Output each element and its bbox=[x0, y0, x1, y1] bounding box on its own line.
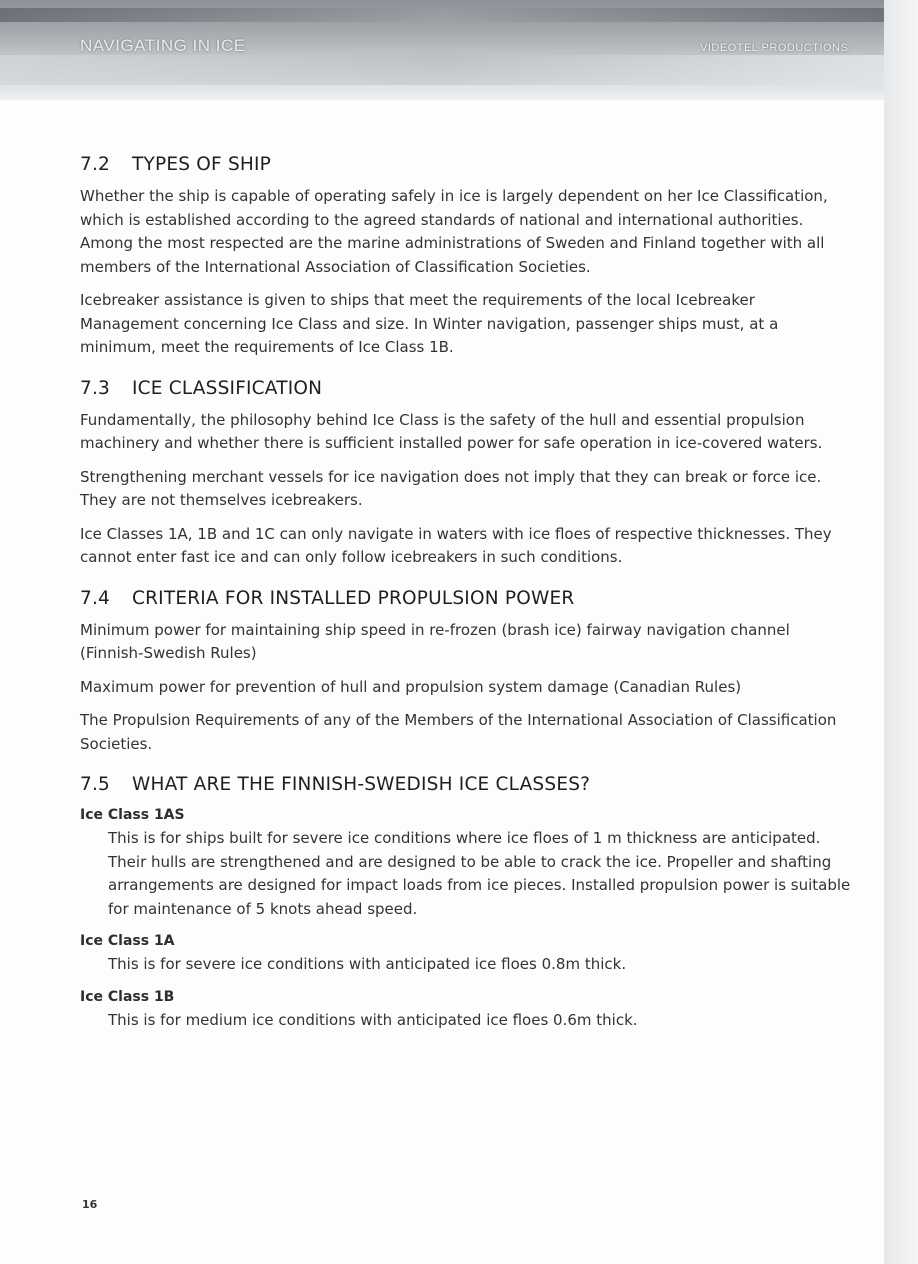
paragraph: Whether the ship is capable of operating safely in ice is largely dependent on her Ice Classification, which is established according to the agreed standards of national and international authorities. Among the most respected are the marine administrations of Sweden and Finland together with all members of the International Association of Classification Societies. bbox=[80, 187, 828, 276]
section-number: 7.5 bbox=[80, 774, 111, 795]
page-content bbox=[80, 154, 855, 1050]
ice-class-title: Ice Class 1AS bbox=[80, 807, 185, 823]
section-heading bbox=[80, 378, 855, 399]
header-banner bbox=[0, 0, 884, 100]
publisher-brand: VIDEOTEL PRODUCTIONS bbox=[700, 42, 849, 54]
paragraph: Minimum power for maintaining ship speed in re-frozen (brash ice) fairway navigation channel (Finnish-Swedish Rules) bbox=[80, 620, 790, 662]
section-7-2 bbox=[80, 154, 855, 360]
page-number: 16 bbox=[82, 1198, 98, 1211]
banner-texture bbox=[0, 55, 884, 85]
paragraph: Strengthening merchant vessels for ice navigation does not imply that they can break or force ice. They are not themselves icebreakers. bbox=[80, 467, 822, 509]
ice-class-description: This is for medium ice conditions with anticipated ice floes 0.6m thick. bbox=[108, 1010, 638, 1029]
banner-texture bbox=[0, 8, 884, 22]
ice-class-description: This is for ships built for severe ice conditions where ice floes of 1 m thickness are anticipated. Their hulls are strengthened and are designed to be able to crack the ice. Propeller and shafting arrangements are designed for impact loads from ice pieces. Installed propulsion power is suitable for maintenance of 5 knots ahead speed. bbox=[108, 829, 851, 918]
section-7-3 bbox=[80, 378, 855, 570]
section-number: 7.4 bbox=[80, 587, 111, 609]
section-title: CRITERIA FOR INSTALLED PROPULSION POWER bbox=[132, 587, 575, 609]
section-number: 7.2 bbox=[80, 154, 111, 175]
section-title: ICE CLASSIFICATION bbox=[132, 377, 323, 399]
paragraph: Icebreaker assistance is given to ships that meet the requirements of the local Icebreaker Management concerning Ice Class and size. In Winter navigation, passenger ships must, at a minimum, meet the requirements of Ice Class 1B. bbox=[80, 291, 779, 356]
section-heading bbox=[80, 588, 855, 609]
ice-class-description: This is for severe ice conditions with anticipated ice floes 0.8m thick. bbox=[108, 955, 627, 973]
section-title: TYPES OF SHIP bbox=[132, 154, 272, 175]
document-title: NAVIGATING IN ICE bbox=[80, 36, 246, 55]
paragraph: The Propulsion Requirements of any of the Members of the International Association of Classification Societies. bbox=[80, 711, 837, 753]
ice-class-title: Ice Class 1B bbox=[80, 988, 175, 1005]
section-7-4 bbox=[80, 588, 855, 757]
page-edge bbox=[884, 0, 918, 1264]
ice-class-title: Ice Class 1A bbox=[80, 933, 175, 949]
paragraph: Maximum power for prevention of hull and propulsion system damage (Canadian Rules) bbox=[80, 677, 742, 696]
section-7-5 bbox=[80, 774, 855, 1032]
section-title: WHAT ARE THE FINNISH-SWEDISH ICE CLASSES? bbox=[132, 774, 591, 795]
section-number: 7.3 bbox=[80, 377, 111, 399]
paragraph: Fundamentally, the philosophy behind Ice Class is the safety of the hull and essential propulsion machinery and whether there is sufficient installed power for safe operation in ice-covered waters. bbox=[80, 410, 823, 452]
section-heading bbox=[80, 774, 855, 795]
paragraph: Ice Classes 1A, 1B and 1C can only navigate in waters with ice floes of respective thicknesses. They cannot enter fast ice and can only follow icebreakers in such conditions. bbox=[80, 524, 832, 566]
section-heading bbox=[80, 154, 855, 175]
